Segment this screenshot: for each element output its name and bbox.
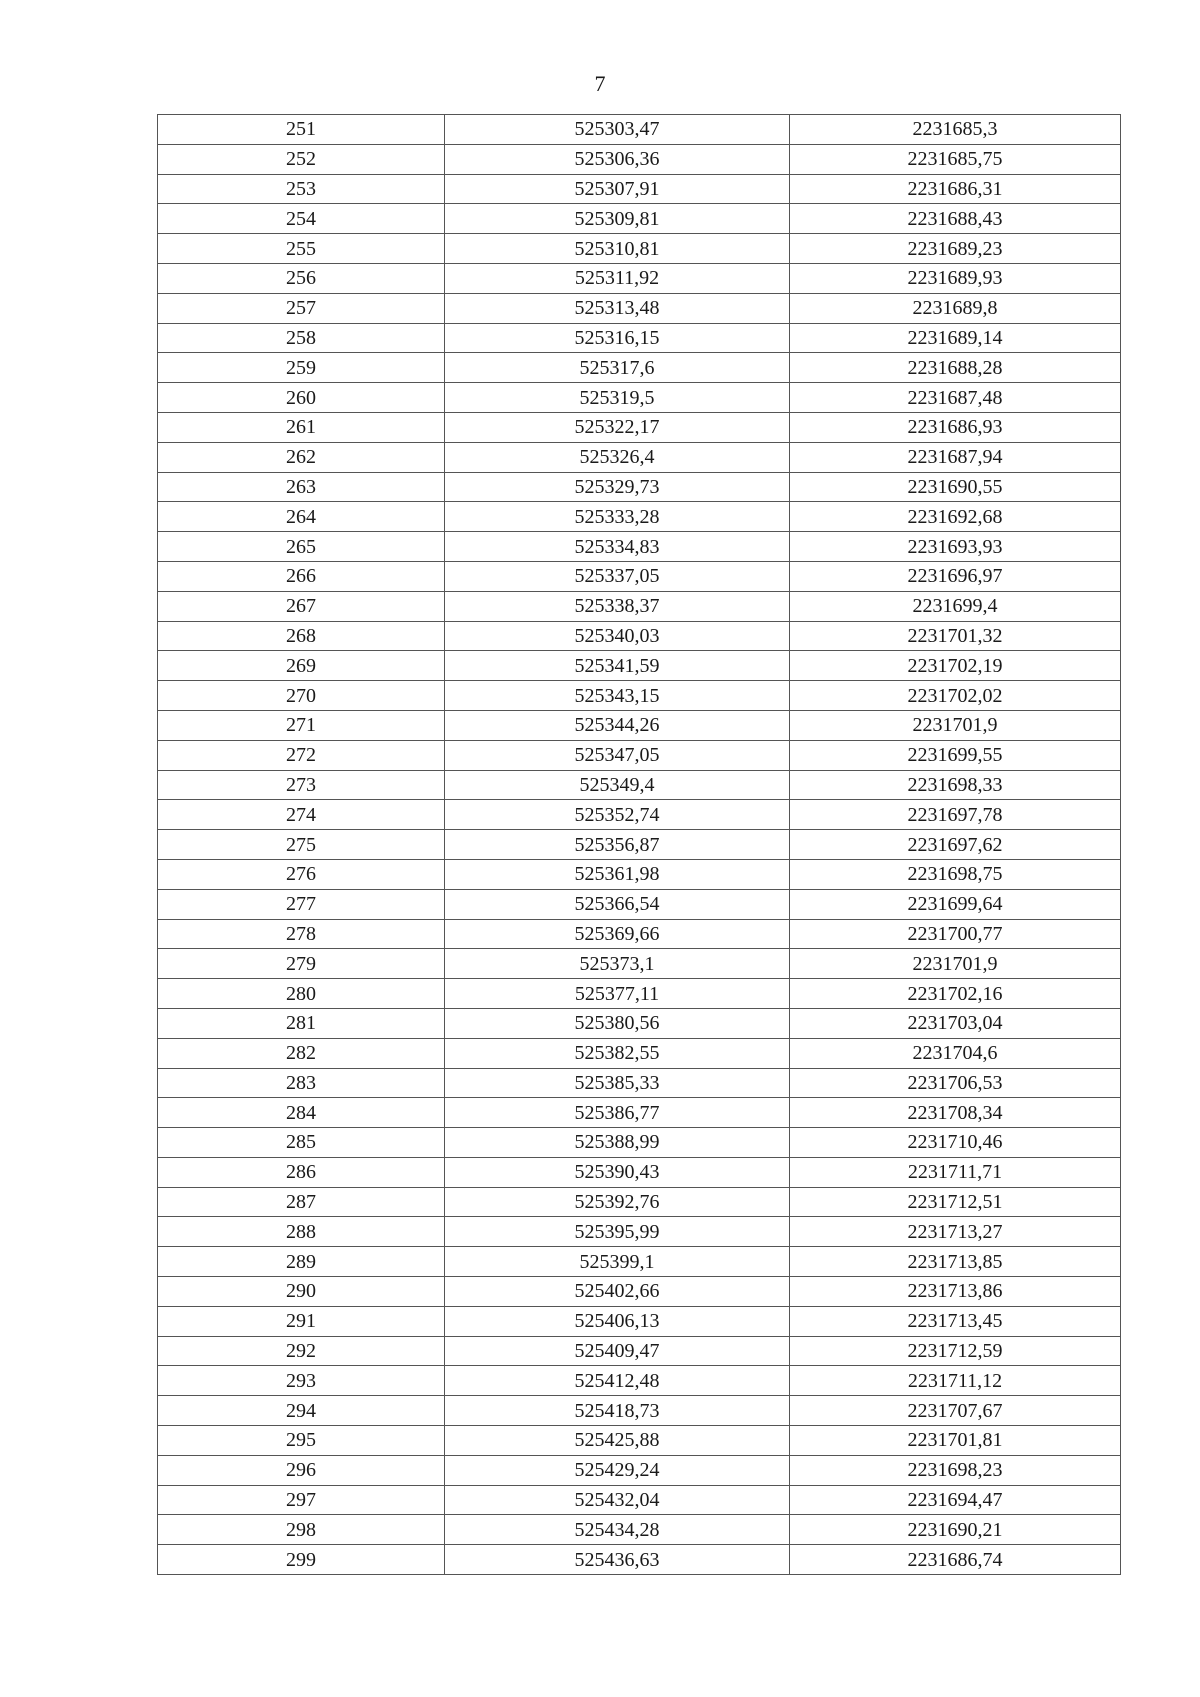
table-row — [158, 1426, 1121, 1456]
x-coordinate-cell: 525373,1 — [445, 949, 790, 979]
point-number-cell: 296 — [158, 1455, 445, 1485]
x-coordinate-cell: 525344,26 — [445, 710, 790, 740]
y-coordinate-cell: 2231702,16 — [790, 979, 1121, 1009]
point-number-cell: 274 — [158, 800, 445, 830]
coordinates-table — [157, 114, 1121, 1575]
y-coordinate-cell: 2231690,55 — [790, 472, 1121, 502]
y-coordinate-cell: 2231689,23 — [790, 234, 1121, 264]
point-number-cell: 291 — [158, 1306, 445, 1336]
table-row — [158, 1366, 1121, 1396]
y-coordinate-cell: 2231708,34 — [790, 1098, 1121, 1128]
point-number-cell: 294 — [158, 1396, 445, 1426]
x-coordinate-cell: 525334,83 — [445, 532, 790, 562]
y-coordinate-cell: 2231693,93 — [790, 532, 1121, 562]
table-row — [158, 830, 1121, 860]
x-coordinate-cell: 525380,56 — [445, 1008, 790, 1038]
y-coordinate-cell: 2231713,85 — [790, 1247, 1121, 1277]
point-number-cell: 269 — [158, 651, 445, 681]
x-coordinate-cell: 525349,4 — [445, 770, 790, 800]
y-coordinate-cell: 2231694,47 — [790, 1485, 1121, 1515]
point-number-cell: 279 — [158, 949, 445, 979]
table-row — [158, 621, 1121, 651]
x-coordinate-cell: 525392,76 — [445, 1187, 790, 1217]
x-coordinate-cell: 525311,92 — [445, 263, 790, 293]
x-coordinate-cell: 525395,99 — [445, 1217, 790, 1247]
y-coordinate-cell: 2231697,78 — [790, 800, 1121, 830]
y-coordinate-cell: 2231699,55 — [790, 740, 1121, 770]
point-number-cell: 271 — [158, 710, 445, 740]
x-coordinate-cell: 525406,13 — [445, 1306, 790, 1336]
y-coordinate-cell: 2231698,23 — [790, 1455, 1121, 1485]
table-row — [158, 859, 1121, 889]
table-row — [158, 919, 1121, 949]
point-number-cell: 278 — [158, 919, 445, 949]
x-coordinate-cell: 525352,74 — [445, 800, 790, 830]
x-coordinate-cell: 525316,15 — [445, 323, 790, 353]
table-row — [158, 1306, 1121, 1336]
table-row — [158, 889, 1121, 919]
x-coordinate-cell: 525425,88 — [445, 1426, 790, 1456]
x-coordinate-cell: 525402,66 — [445, 1277, 790, 1307]
x-coordinate-cell: 525388,99 — [445, 1128, 790, 1158]
y-coordinate-cell: 2231686,31 — [790, 174, 1121, 204]
x-coordinate-cell: 525432,04 — [445, 1485, 790, 1515]
x-coordinate-cell: 525326,4 — [445, 442, 790, 472]
point-number-cell: 259 — [158, 353, 445, 383]
y-coordinate-cell: 2231713,86 — [790, 1277, 1121, 1307]
point-number-cell: 261 — [158, 412, 445, 442]
point-number-cell: 276 — [158, 859, 445, 889]
y-coordinate-cell: 2231711,71 — [790, 1157, 1121, 1187]
table-row — [158, 144, 1121, 174]
x-coordinate-cell: 525343,15 — [445, 681, 790, 711]
y-coordinate-cell: 2231701,9 — [790, 710, 1121, 740]
y-coordinate-cell: 2231710,46 — [790, 1128, 1121, 1158]
y-coordinate-cell: 2231707,67 — [790, 1396, 1121, 1426]
table-row — [158, 234, 1121, 264]
table-row — [158, 263, 1121, 293]
table-row — [158, 1247, 1121, 1277]
table-row — [158, 800, 1121, 830]
table-row — [158, 1187, 1121, 1217]
x-coordinate-cell: 525418,73 — [445, 1396, 790, 1426]
table-row — [158, 532, 1121, 562]
table-row — [158, 1455, 1121, 1485]
table-row — [158, 204, 1121, 234]
x-coordinate-cell: 525366,54 — [445, 889, 790, 919]
y-coordinate-cell: 2231702,02 — [790, 681, 1121, 711]
y-coordinate-cell: 2231697,62 — [790, 830, 1121, 860]
y-coordinate-cell: 2231701,32 — [790, 621, 1121, 651]
y-coordinate-cell: 2231701,9 — [790, 949, 1121, 979]
table-row — [158, 1008, 1121, 1038]
table-row — [158, 115, 1121, 145]
y-coordinate-cell: 2231711,12 — [790, 1366, 1121, 1396]
table-row — [158, 1336, 1121, 1366]
table-row — [158, 1038, 1121, 1068]
y-coordinate-cell: 2231690,21 — [790, 1515, 1121, 1545]
table-row — [158, 293, 1121, 323]
table-row — [158, 323, 1121, 353]
point-number-cell: 267 — [158, 591, 445, 621]
x-coordinate-cell: 525307,91 — [445, 174, 790, 204]
table-row — [158, 1515, 1121, 1545]
x-coordinate-cell: 525434,28 — [445, 1515, 790, 1545]
y-coordinate-cell: 2231687,94 — [790, 442, 1121, 472]
point-number-cell: 252 — [158, 144, 445, 174]
y-coordinate-cell: 2231689,8 — [790, 293, 1121, 323]
x-coordinate-cell: 525322,17 — [445, 412, 790, 442]
x-coordinate-cell: 525385,33 — [445, 1068, 790, 1098]
table-row — [158, 681, 1121, 711]
table-row — [158, 472, 1121, 502]
point-number-cell: 288 — [158, 1217, 445, 1247]
table-row — [158, 740, 1121, 770]
table-row — [158, 1485, 1121, 1515]
x-coordinate-cell: 525386,77 — [445, 1098, 790, 1128]
point-number-cell: 297 — [158, 1485, 445, 1515]
point-number-cell: 298 — [158, 1515, 445, 1545]
table-row — [158, 1545, 1121, 1575]
point-number-cell: 260 — [158, 383, 445, 413]
table-row — [158, 651, 1121, 681]
point-number-cell: 282 — [158, 1038, 445, 1068]
y-coordinate-cell: 2231702,19 — [790, 651, 1121, 681]
y-coordinate-cell: 2231712,59 — [790, 1336, 1121, 1366]
y-coordinate-cell: 2231699,4 — [790, 591, 1121, 621]
y-coordinate-cell: 2231688,28 — [790, 353, 1121, 383]
y-coordinate-cell: 2231689,14 — [790, 323, 1121, 353]
y-coordinate-cell: 2231704,6 — [790, 1038, 1121, 1068]
y-coordinate-cell: 2231696,97 — [790, 561, 1121, 591]
x-coordinate-cell: 525329,73 — [445, 472, 790, 502]
y-coordinate-cell: 2231700,77 — [790, 919, 1121, 949]
x-coordinate-cell: 525369,66 — [445, 919, 790, 949]
x-coordinate-cell: 525333,28 — [445, 502, 790, 532]
point-number-cell: 262 — [158, 442, 445, 472]
table-row — [158, 1396, 1121, 1426]
x-coordinate-cell: 525429,24 — [445, 1455, 790, 1485]
y-coordinate-cell: 2231712,51 — [790, 1187, 1121, 1217]
page-number: 7 — [594, 71, 606, 96]
table-row — [158, 353, 1121, 383]
point-number-cell: 277 — [158, 889, 445, 919]
point-number-cell: 266 — [158, 561, 445, 591]
point-number-cell: 289 — [158, 1247, 445, 1277]
point-number-cell: 286 — [158, 1157, 445, 1187]
y-coordinate-cell: 2231685,3 — [790, 115, 1121, 145]
x-coordinate-cell: 525347,05 — [445, 740, 790, 770]
table-row — [158, 710, 1121, 740]
table-row — [158, 561, 1121, 591]
x-coordinate-cell: 525412,48 — [445, 1366, 790, 1396]
point-number-cell: 292 — [158, 1336, 445, 1366]
table-row — [158, 1157, 1121, 1187]
point-number-cell: 257 — [158, 293, 445, 323]
x-coordinate-cell: 525309,81 — [445, 204, 790, 234]
point-number-cell: 299 — [158, 1545, 445, 1575]
table-row — [158, 770, 1121, 800]
table-row — [158, 1277, 1121, 1307]
point-number-cell: 290 — [158, 1277, 445, 1307]
x-coordinate-cell: 525399,1 — [445, 1247, 790, 1277]
point-number-cell: 253 — [158, 174, 445, 204]
x-coordinate-cell: 525361,98 — [445, 859, 790, 889]
point-number-cell: 254 — [158, 204, 445, 234]
table-row — [158, 1068, 1121, 1098]
table-row — [158, 979, 1121, 1009]
y-coordinate-cell: 2231713,27 — [790, 1217, 1121, 1247]
point-number-cell: 281 — [158, 1008, 445, 1038]
x-coordinate-cell: 525390,43 — [445, 1157, 790, 1187]
table-row — [158, 502, 1121, 532]
y-coordinate-cell: 2231687,48 — [790, 383, 1121, 413]
point-number-cell: 251 — [158, 115, 445, 145]
point-number-cell: 270 — [158, 681, 445, 711]
x-coordinate-cell: 525310,81 — [445, 234, 790, 264]
table-row — [158, 442, 1121, 472]
x-coordinate-cell: 525382,55 — [445, 1038, 790, 1068]
y-coordinate-cell: 2231686,93 — [790, 412, 1121, 442]
y-coordinate-cell: 2231692,68 — [790, 502, 1121, 532]
y-coordinate-cell: 2231699,64 — [790, 889, 1121, 919]
x-coordinate-cell: 525306,36 — [445, 144, 790, 174]
table-row — [158, 412, 1121, 442]
point-number-cell: 284 — [158, 1098, 445, 1128]
x-coordinate-cell: 525436,63 — [445, 1545, 790, 1575]
point-number-cell: 275 — [158, 830, 445, 860]
x-coordinate-cell: 525377,11 — [445, 979, 790, 1009]
point-number-cell: 265 — [158, 532, 445, 562]
y-coordinate-cell: 2231689,93 — [790, 263, 1121, 293]
x-coordinate-cell: 525337,05 — [445, 561, 790, 591]
table-row — [158, 174, 1121, 204]
point-number-cell: 280 — [158, 979, 445, 1009]
y-coordinate-cell: 2231701,81 — [790, 1426, 1121, 1456]
point-number-cell: 273 — [158, 770, 445, 800]
x-coordinate-cell: 525340,03 — [445, 621, 790, 651]
y-coordinate-cell: 2231698,75 — [790, 859, 1121, 889]
x-coordinate-cell: 525313,48 — [445, 293, 790, 323]
table-row — [158, 1098, 1121, 1128]
x-coordinate-cell: 525319,5 — [445, 383, 790, 413]
table-body — [158, 115, 1121, 1575]
table-row — [158, 949, 1121, 979]
point-number-cell: 258 — [158, 323, 445, 353]
point-number-cell: 268 — [158, 621, 445, 651]
y-coordinate-cell: 2231713,45 — [790, 1306, 1121, 1336]
point-number-cell: 293 — [158, 1366, 445, 1396]
point-number-cell: 255 — [158, 234, 445, 264]
point-number-cell: 285 — [158, 1128, 445, 1158]
point-number-cell: 283 — [158, 1068, 445, 1098]
x-coordinate-cell: 525356,87 — [445, 830, 790, 860]
point-number-cell: 272 — [158, 740, 445, 770]
point-number-cell: 287 — [158, 1187, 445, 1217]
y-coordinate-cell: 2231703,04 — [790, 1008, 1121, 1038]
x-coordinate-cell: 525341,59 — [445, 651, 790, 681]
y-coordinate-cell: 2231698,33 — [790, 770, 1121, 800]
x-coordinate-cell: 525338,37 — [445, 591, 790, 621]
table-row — [158, 383, 1121, 413]
y-coordinate-cell: 2231688,43 — [790, 204, 1121, 234]
x-coordinate-cell: 525317,6 — [445, 353, 790, 383]
y-coordinate-cell: 2231706,53 — [790, 1068, 1121, 1098]
point-number-cell: 263 — [158, 472, 445, 502]
table-row — [158, 1128, 1121, 1158]
x-coordinate-cell: 525409,47 — [445, 1336, 790, 1366]
table-row — [158, 591, 1121, 621]
y-coordinate-cell: 2231686,74 — [790, 1545, 1121, 1575]
point-number-cell: 264 — [158, 502, 445, 532]
point-number-cell: 256 — [158, 263, 445, 293]
point-number-cell: 295 — [158, 1426, 445, 1456]
table-row — [158, 1217, 1121, 1247]
x-coordinate-cell: 525303,47 — [445, 115, 790, 145]
y-coordinate-cell: 2231685,75 — [790, 144, 1121, 174]
